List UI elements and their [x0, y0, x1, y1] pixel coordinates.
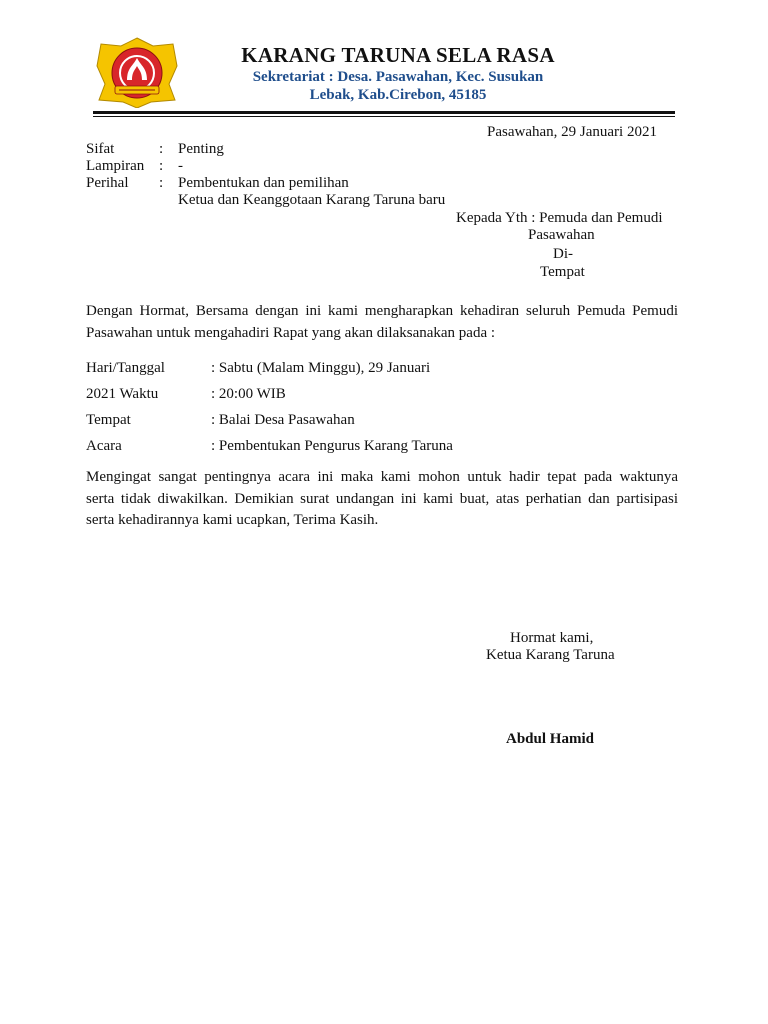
- detail-value-place: : Balai Desa Pasawahan: [211, 412, 355, 428]
- karang-taruna-logo: [93, 36, 181, 108]
- address-line-1: Sekretariat : Desa. Pasawahan, Kec. Susukan: [252, 69, 544, 85]
- signatory-name: Abdul Hamid: [506, 731, 594, 747]
- sifat-colon: :: [159, 141, 164, 157]
- organization-name: KARANG TARUNA SELA RASA: [241, 43, 555, 67]
- detail-label-date: Hari/Tanggal: [86, 360, 165, 376]
- closing-line-2: serta tidak diwakilkan. Demikian surat undangan ini kami buat, atas perhatian dan partisipasi: [86, 490, 678, 507]
- lampiran-value: -: [178, 158, 183, 174]
- sifat-label: Sifat: [86, 141, 115, 157]
- closing-line-3: serta kehadirannya kami ucapkan, Terima Kasih.: [86, 512, 379, 528]
- lampiran-colon: :: [159, 158, 164, 174]
- address-line-2: Lebak, Kab.Cirebon, 45185: [309, 87, 487, 103]
- recipient-line-4: Tempat: [540, 264, 585, 280]
- detail-value-time: : 20:00 WIB: [211, 386, 286, 402]
- detail-label-place: Tempat: [86, 412, 131, 428]
- sifat-value: Penting: [178, 141, 224, 157]
- header-divider-thin: [93, 116, 675, 117]
- perihal-value-2: Ketua dan Keanggotaan Karang Taruna baru: [178, 192, 446, 208]
- signature-title: Ketua Karang Taruna: [486, 647, 615, 663]
- letter-date: Pasawahan, 29 Januari 2021: [487, 124, 657, 140]
- detail-label-agenda: Acara: [86, 438, 122, 454]
- opening-line-1: Dengan Hormat, Bersama dengan ini kami mengharapkan kehadiran seluruh Pemuda Pemudi: [86, 303, 678, 319]
- closing-line-1: Mengingat sangat pentingnya acara ini maka kami mohon untuk hadir tepat pada waktunya: [86, 469, 678, 485]
- perihal-value-1: Pembentukan dan pemilihan: [178, 175, 349, 191]
- detail-value-agenda: : Pembentukan Pengurus Karang Taruna: [211, 438, 453, 454]
- perihal-colon: :: [159, 175, 164, 191]
- opening-line-2: Pasawahan untuk mengahadiri Rapat yang akan dilaksanakan pada :: [86, 324, 496, 341]
- detail-value-date: : Sabtu (Malam Minggu), 29 Januari: [211, 360, 431, 376]
- recipient-line-3: Di-: [553, 246, 573, 262]
- perihal-label: Perihal: [86, 175, 129, 191]
- opening-paragraph: [86, 301, 678, 344]
- recipient-line-2: Pasawahan: [528, 227, 595, 243]
- lampiran-label: Lampiran: [86, 158, 145, 174]
- signature-greeting: Hormat kami,: [510, 630, 594, 646]
- closing-paragraph: [86, 467, 678, 532]
- header-divider-thick: [93, 111, 675, 114]
- detail-label-time: 2021 Waktu: [86, 386, 159, 402]
- recipient-line-1: Kepada Yth : Pemuda dan Pemudi: [456, 210, 663, 226]
